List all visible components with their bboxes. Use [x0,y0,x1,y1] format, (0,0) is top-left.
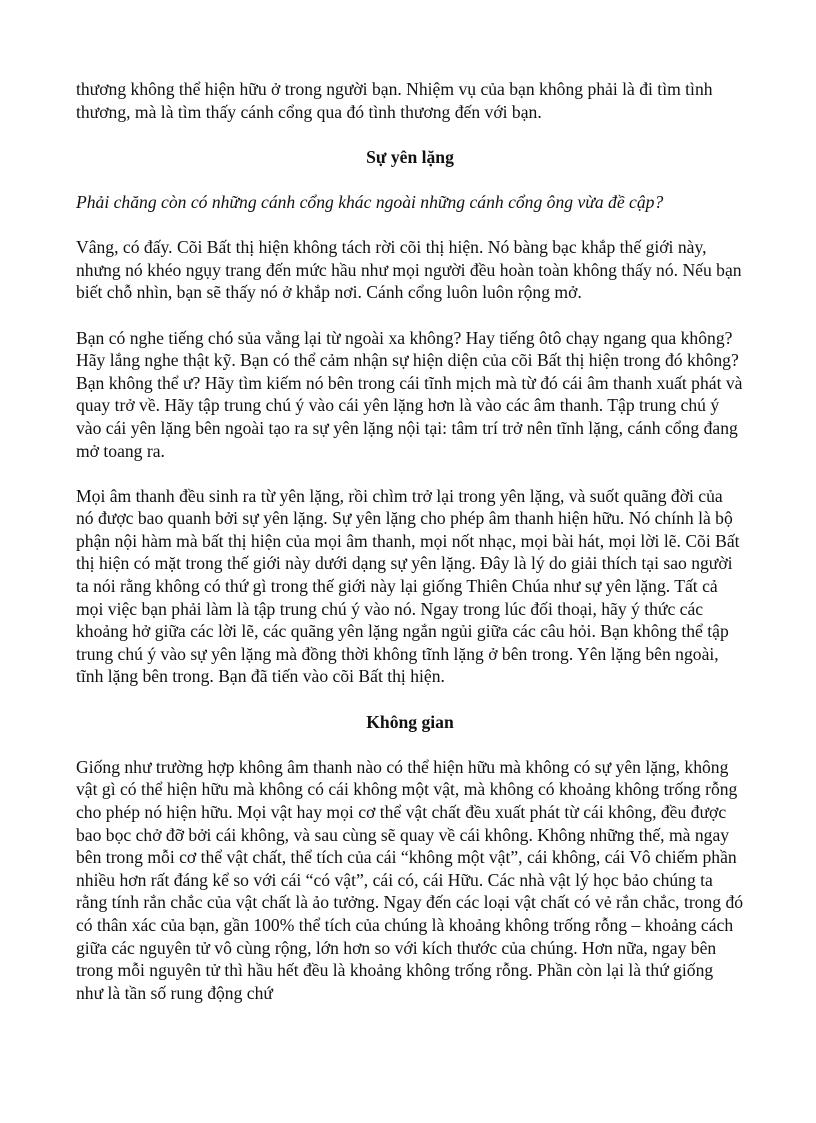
section-heading-space: Không gian [366,711,454,732]
section-heading-silence: Sự yên lặng [366,146,454,167]
space-paragraph-1: Giống như trường hợp không âm thanh nào có thể hiện hữu mà không có sự yên lặng, không vật gì có thể hiện hữu mà không có cái không một vật, mà không có khoảng không trống rỗng cho phép nó hiện hữu. Mọi vật hay mọi cơ thể vật chất đều xuất phát từ cái không, đều được bao bọc chở đỡ bởi cái không, và sau cùng sẽ quay về cái không. Không những thế, mà ngay bên trong mỗi cơ thể vật chất, thể tích của cái “không một vật”, cái không, cái Vô chiếm phần nhiều hơn rất đáng kể so với cái “có vật”, cái có, cái Hữu. Các nhà vật lý học bảo chúng ta rằng tính rắn chắc của vật chất là ảo tưởng. Ngay đến các loại vật chất có vẻ rắn chắc, trong đó có thân xác của bạn, gần 100% thể tích của chúng là khoảng không trống rỗng – khoảng cách giữa các nguyên tử vô cùng rộng, lớn hơn so với kích thước của chúng. Hơn nữa, ngay bên trong mỗi nguyên tử thì hầu hết đều là khoảng không trống rỗng. Phần còn lại là thứ giống như là tần số rung động chứ [76,756,744,1003]
silence-paragraph-3: Mọi âm thanh đều sinh ra từ yên lặng, rồi chìm trở lại trong yên lặng, và suốt quãng đời của nó được bao quanh bởi sự yên lặng. Sự yên lặng cho phép âm thanh hiện hữu. Nó chính là bộ phận nội hàm mà bất thị hiện của mọi âm thanh, mọi nốt nhạc, mọi bài hát, mọi lời lẽ. Cõi Bất thị hiện có mặt trong thế giới này dưới dạng sự yên lặng. Đây là lý do giải thích tại sao người ta nói rằng không có thứ gì trong thế giới này lại giống Thiên Chúa như sự yên lặng. Tất cả mọi việc bạn phải làm là tập trung chú ý vào nó. Ngay trong lúc đối thoại, hãy ý thức các khoảng hở giữa các lời lẽ, các quãng yên lặng ngắn ngủi giữa các câu hỏi. Bạn không thể tập trung chú ý vào sự yên lặng mà đồng thời không tĩnh lặng ở bên trong. Yên lặng bên ngoài, tĩnh lặng bên trong. Bạn đã tiến vào cõi Bất thị hiện. [76,485,740,687]
silence-paragraph-2: Bạn có nghe tiếng chó sủa vẳng lại từ ngoài xa không? Hay tiếng ôtô chạy ngang qua không? Hãy lắng nghe thật kỹ. Bạn có thể cảm nhận sự hiện diện của cõi Bất thị hiện trong đó không? Bạn không thể ư? Hãy tìm kiếm nó bên trong cái tĩnh mịch mà từ đó cái âm thanh xuất phát và quay trở về. Hãy tập trung chú ý vào cái yên lặng hơn là vào các âm thanh. Tập trung chú ý vào cái yên lặng bên ngoài tạo ra sự yên lặng nội tại: tâm trí trở nên tĩnh lặng, cánh cổng đang mở toang ra. [76,327,743,461]
document-page [76,78,744,1004]
question-paragraph: Phải chăng còn có những cánh cổng khác ngoài những cánh cổng ông vừa đề cập? [76,191,664,212]
silence-paragraph-1: Vâng, có đấy. Cõi Bất thị hiện không tách rời cõi thị hiện. Nó bàng bạc khắp thế giới này, nhưng nó khéo ngụy trang đến mức hầu như mọi người đều hoàn toàn không thấy nó. Nếu bạn biết chỗ nhìn, bạn sẽ thấy nó ở khắp nơi. Cánh cổng luôn luôn rộng mở. [76,237,742,303]
intro-paragraph: thương không thể hiện hữu ở trong người bạn. Nhiệm vụ của bạn không phải là đi tìm tình thương, mà là tìm thấy cánh cổng qua đó tình thương đến với bạn. [76,79,713,122]
